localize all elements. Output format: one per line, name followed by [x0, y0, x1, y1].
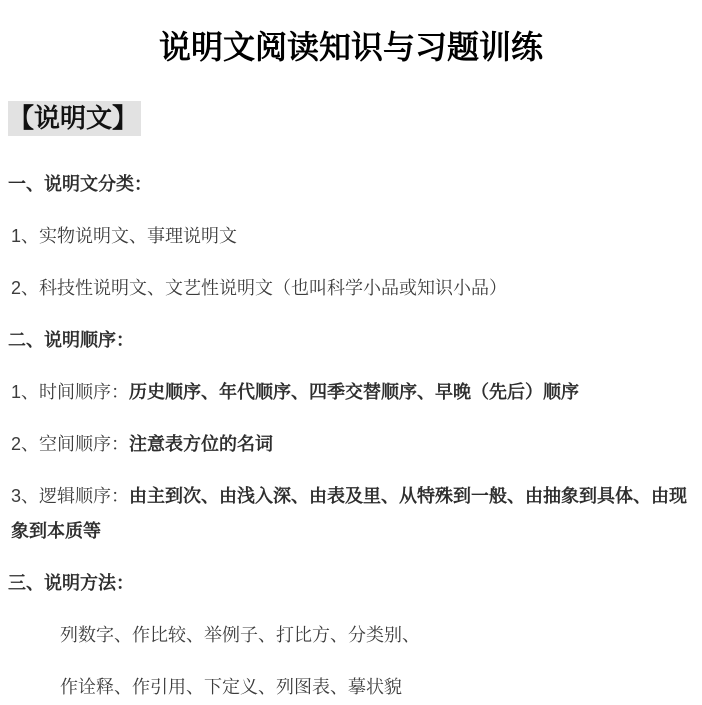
text-run: 一、说明文分类： [8, 174, 152, 194]
text-run: 作诠释、作引用、下定义、列图表、摹状貌 [60, 677, 402, 697]
section-heading [8, 323, 694, 358]
document-content [8, 167, 694, 705]
text-run: 注意表方位的名词 [129, 434, 274, 454]
paragraph [8, 375, 694, 410]
text-run: 1、时间顺序： [11, 382, 130, 402]
paragraph [8, 271, 694, 306]
section-heading [8, 167, 694, 202]
section-banner [8, 101, 694, 135]
paragraph [8, 427, 694, 462]
section-banner-highlight: 【说明文】 [8, 101, 141, 136]
text-run: 二、说明顺序： [8, 330, 134, 350]
document-title: 说明文阅读知识与习题训练 [158, 29, 543, 65]
text-run: 3、逻辑顺序： [11, 486, 130, 506]
section-heading [8, 566, 694, 601]
text-run: 由主到次、由浅入深、由表及里、从特殊到一般、由抽象到具体、由现象到本质等 [11, 486, 688, 541]
text-run: 列数字、作比较、举例子、打比方、分类别、 [60, 625, 420, 645]
paragraph [8, 479, 694, 549]
text-run: 三、说明方法： [8, 573, 134, 593]
paragraph [8, 219, 694, 254]
text-run: 1、实物说明文、事理说明文 [11, 226, 238, 246]
text-run: 历史顺序、年代顺序、四季交替顺序、早晚（先后）顺序 [129, 382, 580, 402]
text-run: 2、空间顺序： [11, 434, 130, 454]
paragraph [8, 618, 694, 653]
text-run: 2、科技性说明文、文艺性说明文（也叫科学小品或知识小品） [11, 278, 508, 298]
paragraph [8, 670, 694, 705]
